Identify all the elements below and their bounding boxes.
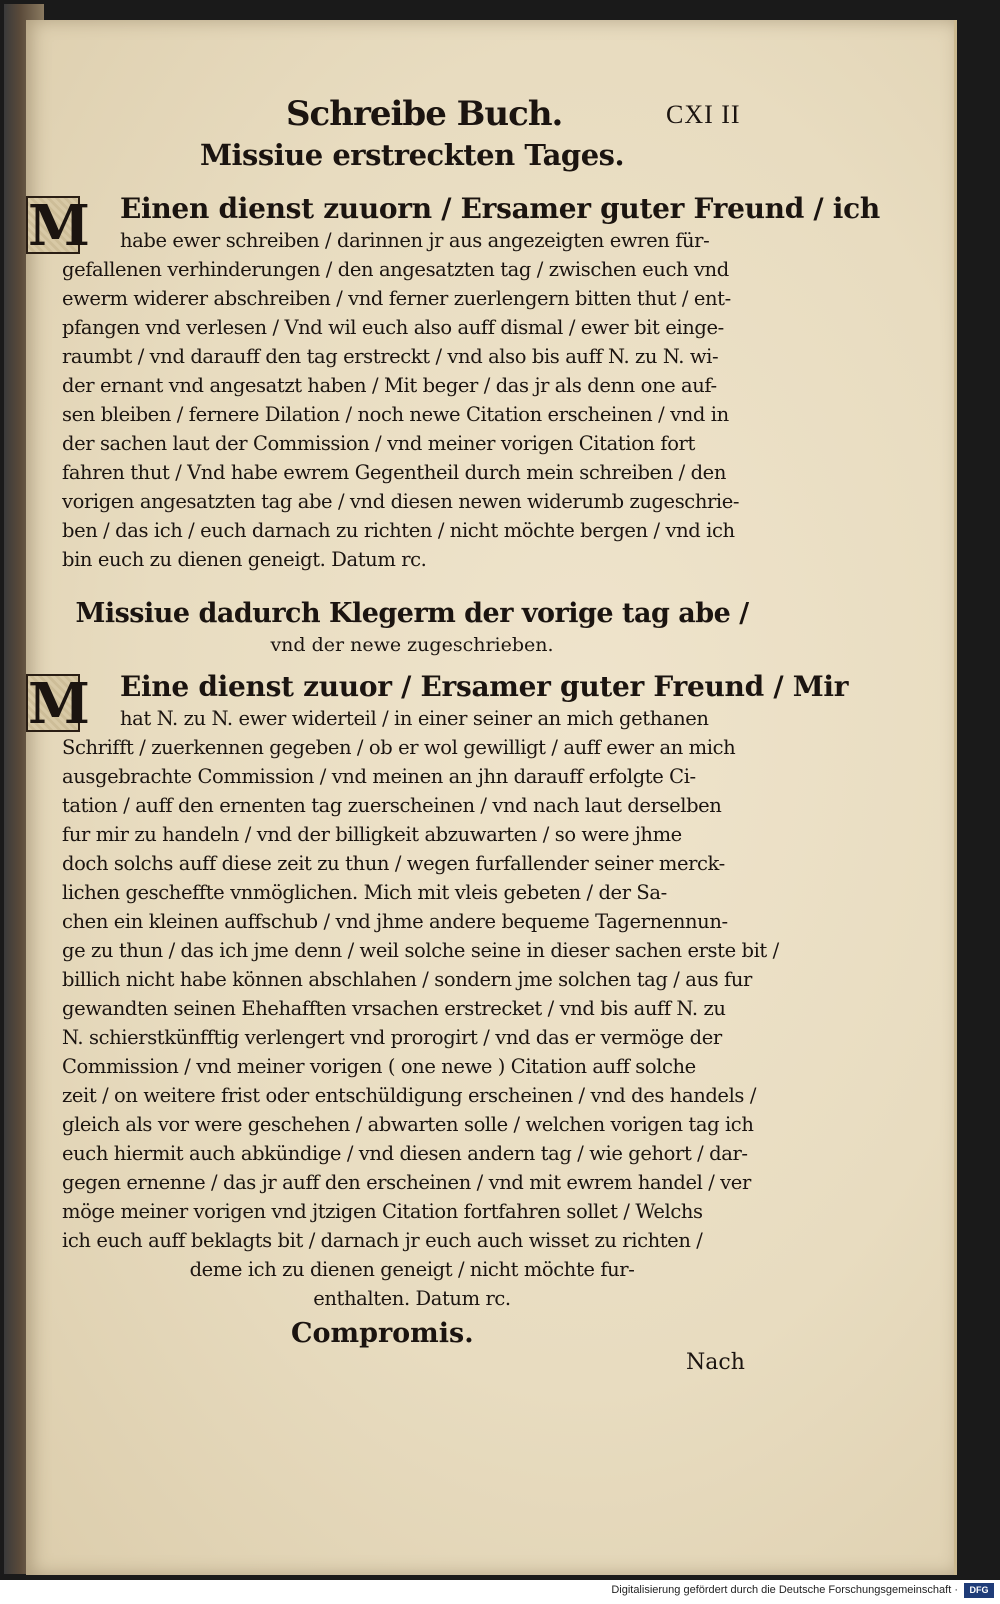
section-heading-3: Compromis. bbox=[291, 1318, 474, 1349]
text-line: ben / das ich / euch darnach zu richten / nicht möchte bergen / vnd ich bbox=[62, 519, 735, 542]
text-line: gefallenen verhinderungen / den angesatzten tag / zwischen euch vnd bbox=[62, 258, 729, 281]
text-line: ich euch auff beklagts bit / darnach jr euch auch wisset zu richten / bbox=[62, 1229, 703, 1252]
text-line: sen bleiben / fernere Dilation / noch newe Citation erscheinen / vnd in bbox=[62, 403, 729, 426]
text-line: habe ewer schreiben / darinnen jr aus angezeigten ewren für- bbox=[120, 229, 710, 252]
text-line: raumbt / vnd darauff den tag erstreckt / vnd also bis auff N. zu N. wi- bbox=[62, 345, 719, 368]
text-line: billich nicht habe können abschlahen / sondern jme solchen tag / aus fur bbox=[62, 968, 752, 991]
section-heading-1: Missiue erstreckten Tages. bbox=[199, 138, 625, 172]
catchword: Nach bbox=[686, 1350, 745, 1375]
section-heading-2-subtitle: vnd der newe zugeschrieben. bbox=[270, 634, 554, 656]
text-line: hat N. zu N. ewer widerteil / in einer seiner an mich gethanen bbox=[120, 707, 709, 730]
text-line: der sachen laut der Commission / vnd meiner vorigen Citation fort bbox=[62, 432, 695, 455]
text-line: fur mir zu handeln / vnd der billigkeit abzuwarten / so were jhme bbox=[62, 823, 682, 846]
text-line-closing: enthalten. Datum rc. bbox=[313, 1287, 511, 1310]
text-line: ausgebrachte Commission / vnd meinen an jhn darauff erfolgte Ci- bbox=[62, 765, 696, 788]
text-line-closing: deme ich zu dienen geneigt / nicht möchte fur- bbox=[189, 1258, 635, 1281]
text-line: möge meiner vorigen vnd jtzigen Citation fortfahren sollet / Welchs bbox=[62, 1200, 703, 1223]
footer-bar bbox=[0, 1580, 1000, 1604]
text-line: fahren thut / Vnd habe ewrem Gegentheil durch mein schreiben / den bbox=[62, 461, 726, 484]
text-line: Eine dienst zuuor / Ersamer guter Freund / Mir bbox=[120, 670, 849, 703]
section-heading-2: Missiue dadurch Klegerm der vorige tag abe / bbox=[75, 598, 749, 629]
text-line: ewerm widerer abschreiben / vnd ferner zuerlengern bitten thut / ent- bbox=[62, 287, 731, 310]
dfg-logo: DFG bbox=[964, 1583, 994, 1598]
paragraph-1 bbox=[62, 192, 880, 574]
text-line: euch hiermit auch abkündige / vnd diesen andern tag / wie gehort / dar- bbox=[62, 1142, 748, 1165]
decorated-initial-2: M bbox=[28, 671, 90, 737]
book-page bbox=[26, 20, 957, 1575]
text-line: chen ein kleinen auffschub / vnd jhme andere bequeme Tagernennun- bbox=[62, 910, 728, 933]
decorated-initial-1: M bbox=[28, 193, 90, 259]
text-line: gewandten seinen Ehehafften vrsachen erstrecket / vnd bis auff N. zu bbox=[62, 997, 726, 1020]
funding-credit: Digitalisierung gefördert durch die Deutsche Forschungsgemeinschaft · bbox=[611, 1584, 958, 1596]
text-line: zeit / on weitere frist oder entschüldigung erscheinen / vnd des handels / bbox=[62, 1084, 756, 1107]
text-line: lichen gescheffte vnmöglichen. Mich mit vleis gebeten / der Sa- bbox=[62, 881, 667, 904]
running-head: Schreibe Buch. bbox=[286, 94, 563, 134]
paragraph-2 bbox=[62, 670, 849, 1313]
text-line: gegen ernenne / das jr auff den erscheinen / vnd mit ewrem handel / ver bbox=[62, 1171, 751, 1194]
folio-number: CXI II bbox=[666, 100, 741, 129]
text-line: Einen dienst zuuorn / Ersamer guter Freund / ich bbox=[120, 192, 880, 225]
text-line: Schrifft / zuerkennen gegeben / ob er wol gewilligt / auff ewer an mich bbox=[62, 736, 736, 759]
text-line: gleich als vor were geschehen / abwarten solle / welchen vorigen tag ich bbox=[62, 1113, 754, 1136]
text-line: doch solchs auff diese zeit zu thun / wegen furfallender seiner merck- bbox=[62, 852, 725, 875]
text-line: ge zu thun / das ich jme denn / weil solche seine in dieser sachen erste bit / bbox=[62, 939, 779, 962]
text-line: tation / auff den ernenten tag zuerscheinen / vnd nach laut derselben bbox=[62, 794, 722, 817]
text-line: vorigen angesatzten tag abe / vnd diesen newen widerumb zugeschrie- bbox=[62, 490, 740, 513]
text-line: pfangen vnd verlesen / Vnd wil euch also auff dismal / ewer bit einge- bbox=[62, 316, 724, 339]
text-line: bin euch zu dienen geneigt. Datum rc. bbox=[62, 548, 427, 571]
text-line: der ernant vnd angesatzt haben / Mit beger / das jr als denn one auf- bbox=[62, 374, 717, 397]
text-line: N. schierstkünfftig verlengert vnd prorogirt / vnd das er vermöge der bbox=[62, 1026, 722, 1049]
text-line: Commission / vnd meiner vorigen ( one newe ) Citation auff solche bbox=[62, 1055, 696, 1078]
